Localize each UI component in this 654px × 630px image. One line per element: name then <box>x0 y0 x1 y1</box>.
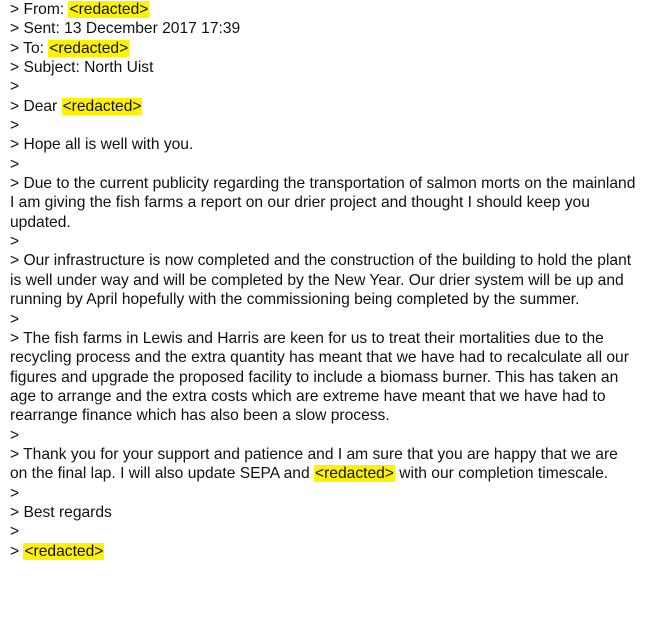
paragraph-hope: > Hope all is well with you. <box>10 136 194 154</box>
to-line: > To: <redacted> <box>10 39 129 57</box>
quote-marker: > <box>10 484 20 502</box>
subject-line: > Subject: North Uist <box>10 59 154 77</box>
quote-marker: > <box>10 310 20 328</box>
greeting-line: > Dear <redacted> <box>10 97 142 115</box>
quote-marker: > <box>10 78 20 96</box>
paragraph-publicity: > Due to the current publicity regarding the transportation of salmon morts on the mainland I am giving the fish farms a report on our drier project and thought I should keep you updated. <box>10 175 636 231</box>
redacted-from: <redacted> <box>69 1 149 18</box>
redacted-signature: <redacted> <box>24 542 104 560</box>
redacted-organisation: <redacted> <box>315 465 394 483</box>
paragraph-fish-farms: > The fish farms in Lewis and Harris are keen for us to treat their mortalities due to the recycling process and the extra quantity has meant that we have had to recalculate all our figures and upgrade the proposed facility to include a biomass burner. This has taken an age to arrange and the extra costs which are extreme have meant that we have had to rearrange finance which has also been a slow process. <box>10 329 629 425</box>
from-line: > From: <redacted> <box>10 1 149 18</box>
email-body <box>10 0 638 561</box>
redacted-recipient: <redacted> <box>62 97 142 115</box>
sent-line: > Sent: 13 December 2017 17:39 <box>10 20 241 38</box>
regards-line: > Best regards <box>10 503 112 521</box>
quote-marker: > <box>10 155 20 173</box>
quote-marker: > <box>10 233 20 251</box>
quote-marker: > <box>10 426 20 444</box>
signature-line: > <redacted> <box>10 542 104 560</box>
redacted-to: <redacted> <box>49 39 129 57</box>
paragraph-infrastructure: > Our infrastructure is now completed and the construction of the building to hold the plant is well under way and will be completed by the New Year. Our drier system will be up and running by April hopefully with the commissioning being completed by the summer. <box>10 252 632 309</box>
quote-marker: > <box>10 117 20 135</box>
quote-marker: > <box>10 523 20 541</box>
paragraph-thank-you: > Thank you for your support and patience and I am sure that you are happy that we are on the final lap. I will also update SEPA and <redacted> with our completion timescale. <box>10 445 618 483</box>
